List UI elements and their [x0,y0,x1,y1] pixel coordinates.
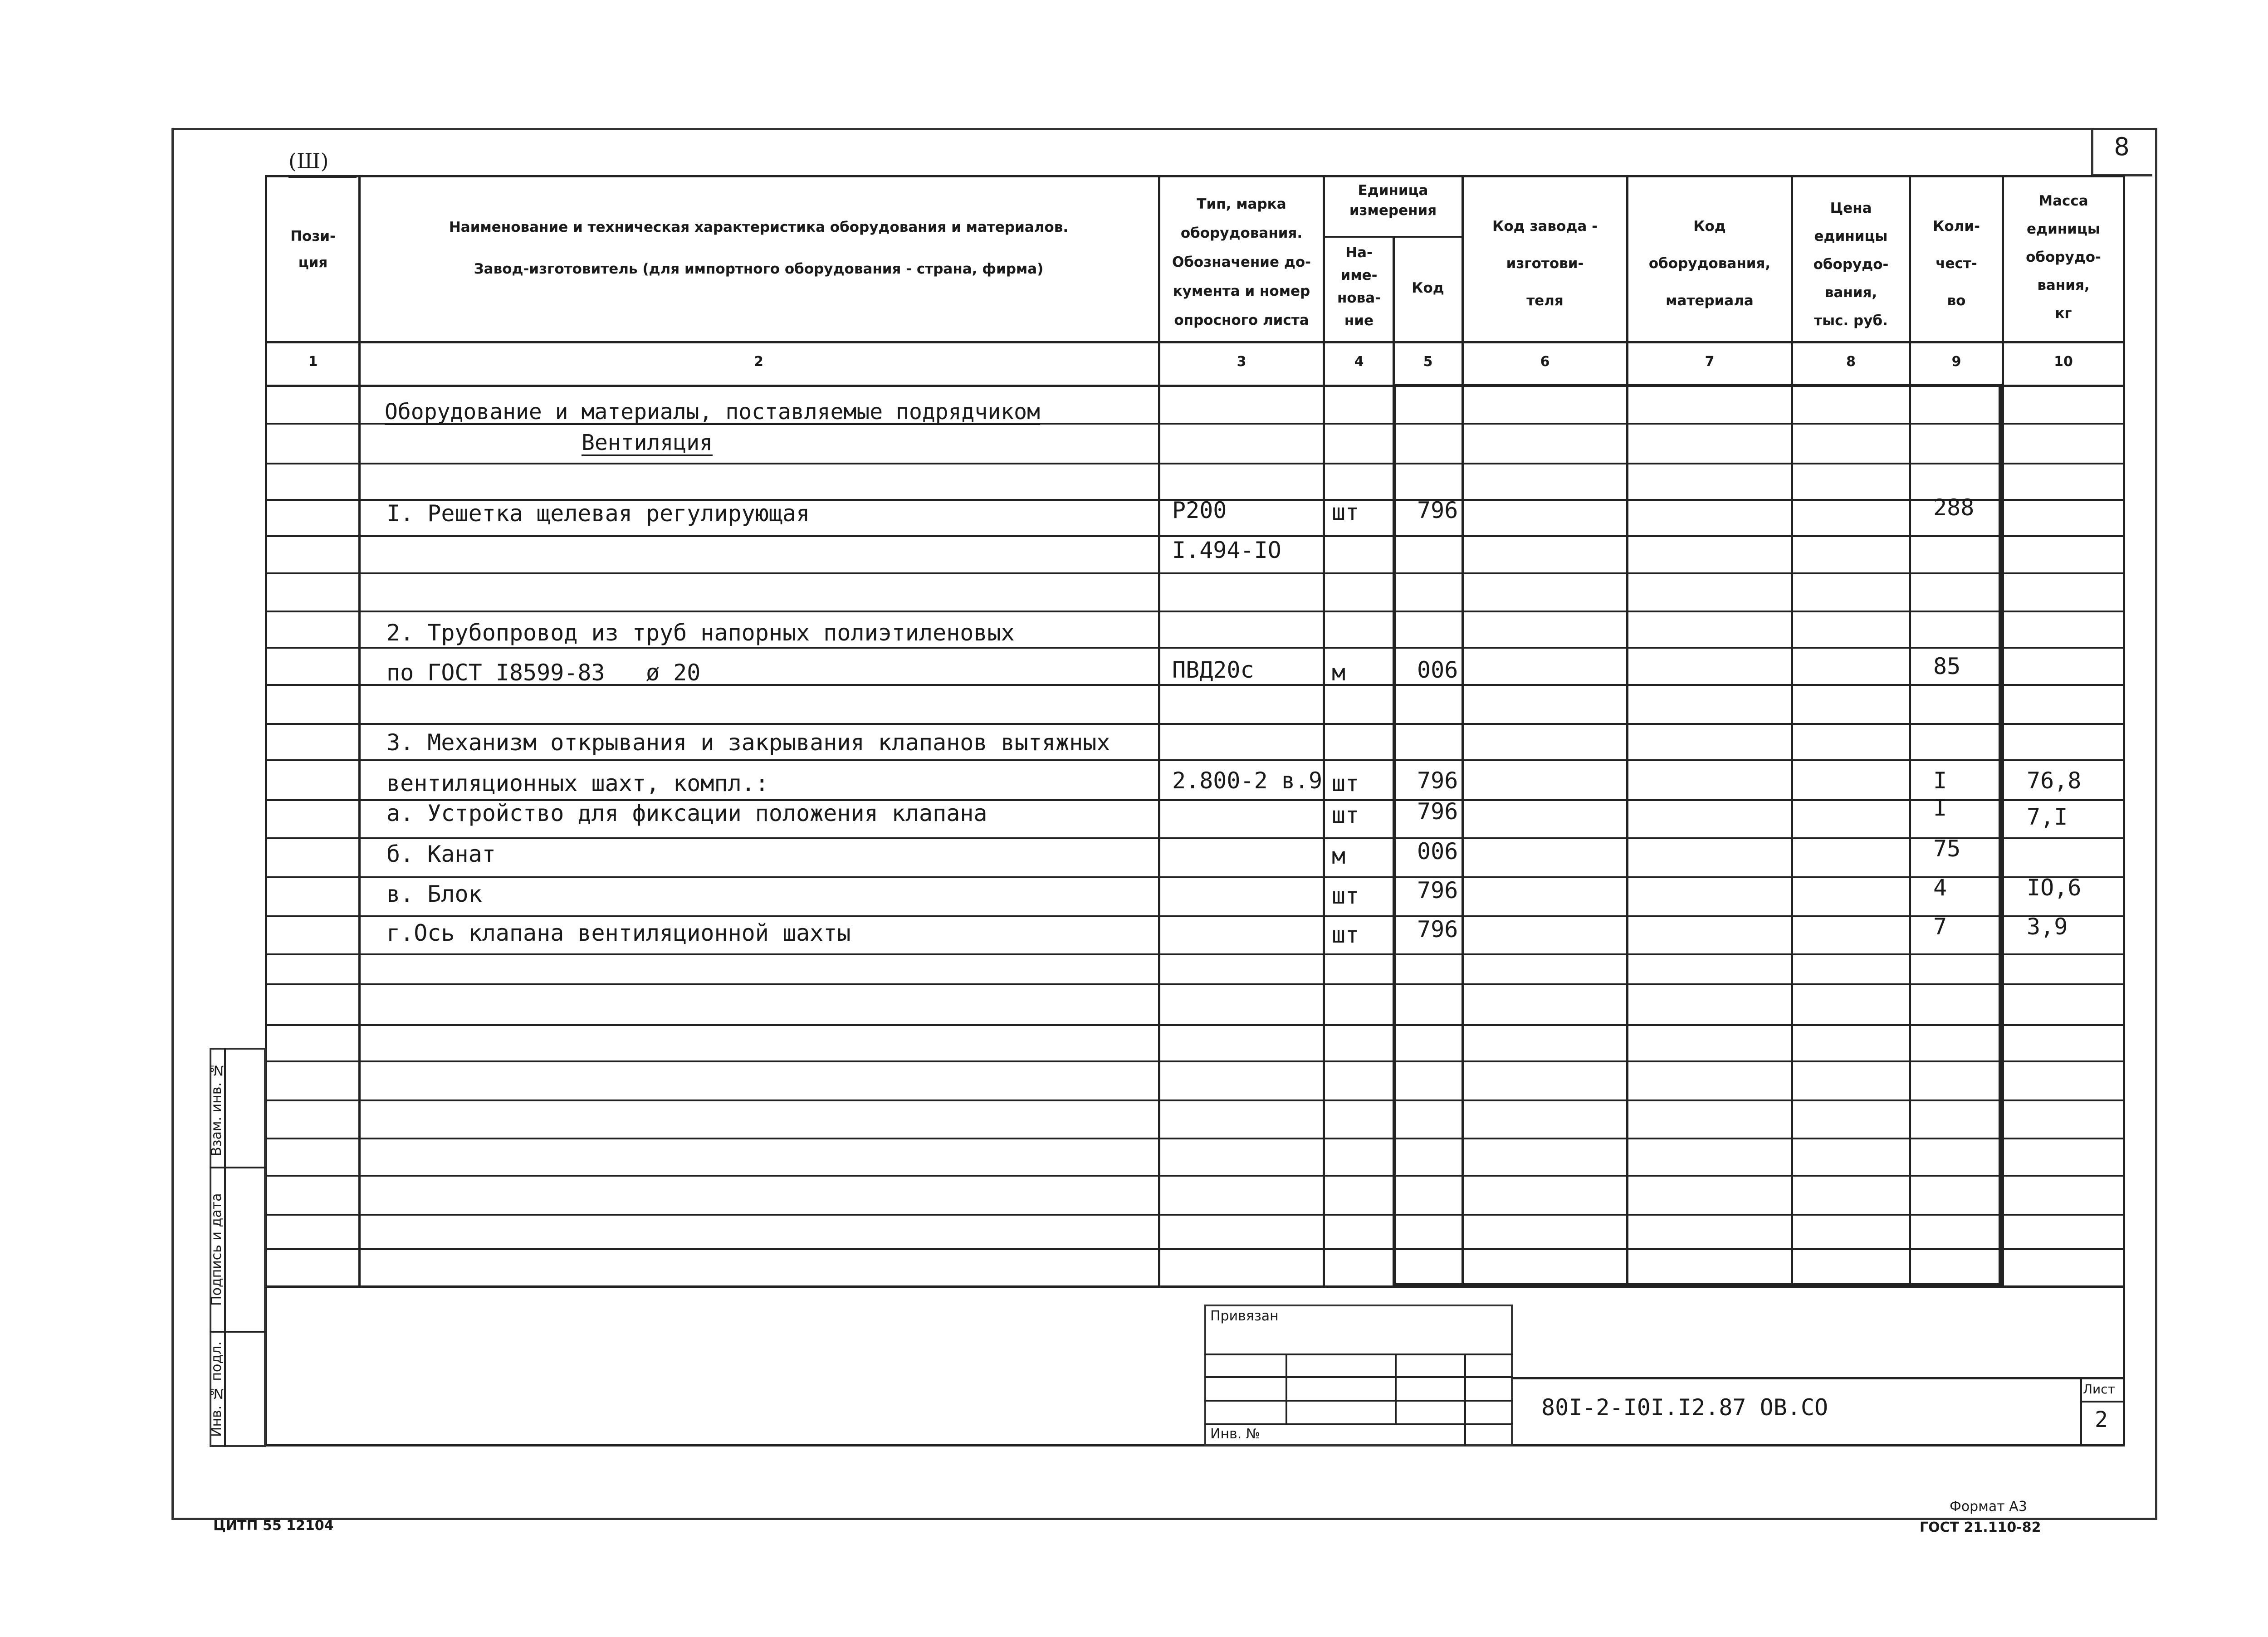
tied-label: Привязан [1210,1308,1279,1324]
header-type: Тип, марка оборудования. Обозначение до- кумента и номер опросного листа [1172,196,1311,328]
tied-row-1 [1204,1354,1513,1355]
side-stamp-sep-1 [210,1167,266,1168]
row-line [266,1175,2125,1177]
row-line [266,915,2125,917]
row-6-unit: шт [1332,770,1359,797]
col-number-9: 9 [1951,354,1961,370]
col-number-4: 4 [1354,354,1364,370]
form-mark: (Ш) [288,149,329,173]
row-7-code: 796 [1417,798,1458,825]
col-number-10: 10 [2054,354,2073,370]
header-factory-code: Код завода - изготови- теля [1492,218,1598,309]
row-7-mass: 7,I [2027,804,2068,830]
row-line [266,1060,2125,1062]
row-8-code: 006 [1417,838,1458,865]
tied-col-3 [1464,1354,1466,1446]
sheet-value: 2 [2095,1407,2108,1432]
tied-row-4 [1204,1423,1513,1425]
col-4-line [1323,175,1325,1287]
header-unit-code: Код [1412,280,1444,296]
footer-gost: ГОСТ 21.110-82 [1920,1520,2041,1535]
row-8-qty: 75 [1933,836,1961,862]
col-number-8: 8 [1846,354,1856,370]
inv-label: Инв. № [1210,1426,1261,1442]
header-unit-name: На- име- нова- ние [1337,244,1381,329]
col-2-line [358,175,361,1287]
header-mass: Масса единицы оборудо- вания, кг [2026,193,2101,322]
row-6-qty: I [1933,767,1947,794]
title-block-top [1513,1377,2125,1379]
row-line [266,953,2125,955]
bold-data-frame [1393,384,2002,1286]
side-label-inv-podl: Инв. № подл. [209,1341,225,1437]
row-line [266,983,2125,985]
col-number-5: 5 [1423,354,1433,370]
col-3-line [1158,175,1160,1287]
row-8-name: б. Канат [386,841,496,867]
header-bottom-line [266,341,2125,343]
row-4-unit: м [1332,660,1346,686]
row-10-name: г.Ось клапана вентиляционной шахты [386,920,851,946]
col-number-1: 1 [308,354,318,370]
tied-col-2 [1395,1354,1397,1423]
row-2-type: I.494-IO [1172,537,1281,563]
header-position: Пози- ция [290,228,336,271]
side-label-podp: Подпись и дата [209,1193,225,1306]
tied-row-2 [1204,1376,1513,1378]
header-price: Цена единицы оборудо- вания, тыс. руб. [1813,200,1889,329]
sheet-box-left [2080,1377,2082,1445]
row-7-name: а. Устройство для фиксации положения клапана [386,800,987,826]
row-9-mass: IO,6 [2027,875,2082,901]
col-10-line [2002,175,2004,1287]
row-7-unit: шт [1332,802,1359,828]
row-8-unit: м [1332,843,1346,869]
row-line [266,1024,2125,1026]
row-line [266,1099,2125,1101]
row-line [266,611,2125,612]
row-1-code: 796 [1417,497,1458,523]
row-5-name: 3. Механизм открывания и закрывания клапанов вытяжных [386,729,1110,756]
section-title: Оборудование и материалы, поставляемые подрядчиком [385,399,1040,425]
header-unit-group: Единица измерения [1349,182,1437,219]
footer-format: Формат А3 [1950,1499,2027,1515]
row-1-unit: шт [1332,499,1359,525]
header-equipment-code: Код оборудования, материала [1648,218,1771,309]
col-number-7: 7 [1705,354,1715,370]
col-number-3: 3 [1237,354,1246,370]
row-4-type: ПВД20с [1172,657,1254,683]
side-stamp-sep-2 [210,1331,266,1333]
row-line [266,876,2125,878]
row-line [266,1248,2125,1250]
row-line [266,759,2125,761]
row-line [266,723,2125,725]
tied-row-3 [1204,1400,1513,1402]
row-9-qty: 4 [1933,875,1947,901]
row-6-type: 2.800-2 в.9 [1172,767,1323,794]
row-line [266,463,2125,464]
row-10-unit: шт [1332,922,1359,948]
header-name-line2: Завод-изготовитель (для импортного оборудования - страна, фирма) [474,261,1044,277]
row-line [266,647,2125,649]
header-name-line1: Наименование и техническая характеристика оборудования и материалов. [449,219,1069,235]
row-line [266,572,2125,574]
row-6-code: 796 [1417,767,1458,794]
sheet-label: Лист [2083,1382,2115,1397]
top-sheet-number: 8 [2114,132,2130,161]
row-1-qty: 288 [1933,494,1975,521]
col-number-2: 2 [754,354,763,370]
header-quantity: Коли- чест- во [1933,218,1980,309]
row-1-type: P200 [1172,497,1227,523]
row-10-mass: 3,9 [2027,914,2068,940]
row-3-name: 2. Трубопровод из труб напорных полиэтиленовых [386,620,1015,646]
table-right-line [2123,175,2125,1445]
row-10-qty: 7 [1933,914,1947,940]
row-9-name: в. Блок [386,881,482,907]
row-6-mass: 76,8 [2027,767,2082,794]
row-4-qty: 85 [1933,653,1961,679]
doc-code: 80I-2-I0I.I2.87 ОВ.СО [1541,1394,1828,1421]
side-label-vzam: Взам. инв. № [209,1062,225,1156]
stamp-bottom-line [266,1444,2125,1446]
row-10-code: 796 [1417,916,1458,943]
row-7-qty: I [1933,795,1947,821]
section-subtitle: Вентиляция [582,430,713,455]
col-number-6: 6 [1540,354,1550,370]
row-6-name: вентиляционных шахт, компл.: [386,770,769,797]
tied-col-1 [1286,1354,1287,1423]
row-1-name: I. Решетка щелевая регулирующая [386,500,810,527]
row-4-code: 006 [1417,657,1458,683]
row-line [266,1214,2125,1216]
row-line [266,837,2125,839]
footer-left-code: ЦИТП 55 12104 [213,1518,334,1534]
row-4-name: по ГОСТ I8599-83 ø 20 [386,660,701,686]
row-line [266,1138,2125,1139]
sheet-box-split [2080,1401,2123,1402]
row-9-code: 796 [1417,877,1458,904]
row-9-unit: шт [1332,883,1359,909]
table-top-line [266,175,2125,177]
